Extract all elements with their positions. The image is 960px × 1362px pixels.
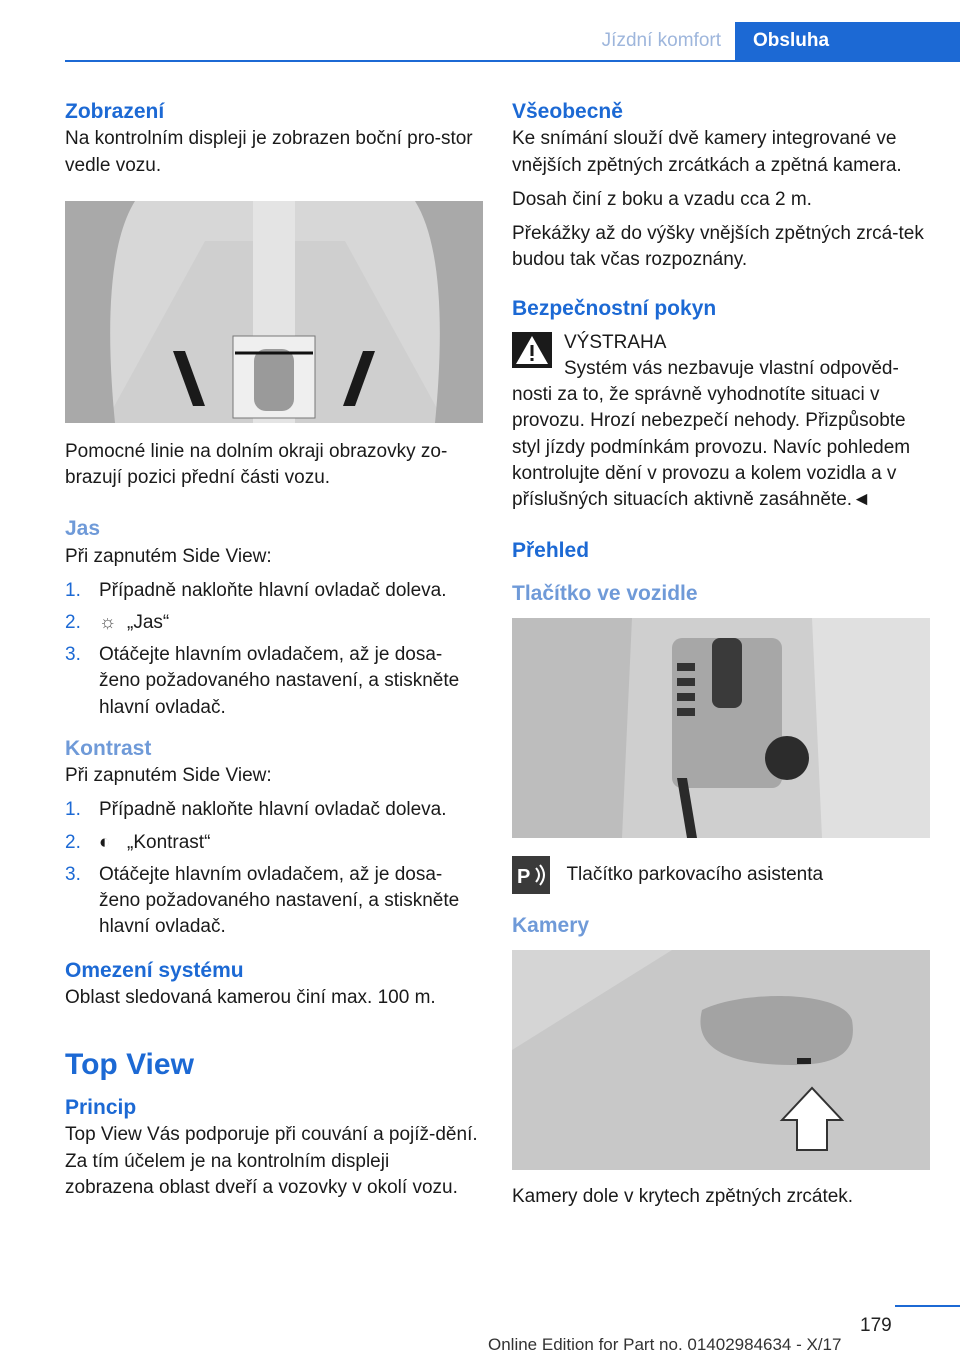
kontrast-heading: Kontrast	[65, 736, 152, 760]
side-view-caption: Pomocné linie na dolním okraji obrazovky zo-brazují pozici přední části vozu.	[65, 440, 448, 488]
side-view-figure	[65, 201, 483, 423]
list-item: 1. Případně nakloňte hlavní ovladač doleva.	[65, 799, 447, 821]
contrast-icon: ◐	[99, 831, 111, 853]
kamery-heading: Kamery	[512, 914, 590, 937]
kontrast-steps	[65, 797, 483, 940]
svg-text:P: P	[517, 866, 531, 888]
jas-intro: Při zapnutém Side View:	[65, 545, 272, 567]
omezeni-text: Oblast sledovaná kamerou činí max. 100 m.	[65, 986, 436, 1008]
footer-rule	[895, 1305, 960, 1307]
vseobecne-heading: Všeobecně	[512, 100, 623, 123]
list-item: 1. Případně nakloňte hlavní ovladač doleva.	[65, 579, 447, 601]
header-section-tab: Jízdní komfort	[601, 30, 721, 51]
right-column	[512, 98, 930, 1211]
mirror-illustration	[512, 950, 930, 1170]
header-rule	[65, 60, 960, 62]
sun-icon: ☼	[99, 612, 117, 633]
warning-triangle-icon	[512, 332, 552, 368]
side-view-illustration	[65, 201, 483, 423]
footer-edition: Online Edition for Part no. 01402984634 - X/17	[488, 1335, 842, 1354]
vseobecne-p2: Dosah činí z boku a vzadu cca 2 m.	[512, 188, 812, 210]
park-button-caption: Tlačítko parkovacího asistenta	[566, 864, 824, 885]
left-column	[65, 98, 483, 1201]
topview-heading: Top View	[65, 1048, 194, 1082]
console-figure	[512, 618, 930, 838]
zobrazeni-text: Na kontrolním displeji je zobrazen boční pro-stor vedle vozu.	[65, 128, 473, 176]
warning-text: Systém vás nezbavuje vlastní odpověd-nosti za to, že správně vyhodnotíte situaci v provozu. Hrozí nebezpečí nehody. Přizpůsobte styl jízdy podmínkám provozu. Navíc pohledem kontrolujte dění v provozu a kolem vozidla a v příslušných situacích aktivně zasáhněte.◄	[512, 358, 911, 511]
mirror-caption: Kamery dole v krytech zpětných zrcátek.	[512, 1186, 854, 1208]
header-chapter-tab: Obsluha	[735, 22, 960, 60]
princip-heading: Princip	[65, 1096, 137, 1120]
console-illustration	[512, 618, 930, 838]
kontrast-intro: Při zapnutém Side View:	[65, 765, 272, 787]
warning-block	[512, 330, 930, 514]
park-button-legend	[512, 856, 930, 894]
list-item: 2. ☼ „Jas“	[65, 610, 483, 636]
list-item: 2. ◐ „Kontrast“	[65, 830, 483, 856]
vseobecne-p3: Překážky až do výšky vnějších zpětných zrcá-tek budou tak včas rozpoznány.	[512, 223, 924, 271]
vseobecne-p1: Ke snímání slouží dvě kamery integrované ve vnějších zpětných zrcátkách a zpětná kamera.	[512, 128, 902, 176]
list-item: 3. Otáčejte hlavním ovladačem, až je dosa-ženo požadovaného nastavení, a stiskněte hlavní ovladač.	[65, 863, 460, 938]
tlacitko-heading: Tlačítko ve vozidle	[512, 581, 698, 605]
mirror-figure	[512, 950, 930, 1170]
jas-steps	[65, 578, 483, 721]
prehled-heading: Přehled	[512, 539, 590, 563]
zobrazeni-heading: Zobrazení	[65, 100, 165, 123]
omezeni-heading: Omezení systému	[65, 958, 244, 982]
park-assist-icon	[512, 856, 550, 894]
bezpecnost-heading: Bezpečnostní pokyn	[512, 297, 717, 321]
page-number: 179	[860, 1315, 892, 1336]
jas-heading: Jas	[65, 517, 101, 541]
list-item: 3. Otáčejte hlavním ovladačem, až je dosa-ženo požadovaného nastavení, a stiskněte hlavní ovladač.	[65, 644, 460, 718]
princip-text: Top View Vás podporuje při couvání a pojíž-dění. Za tím účelem je na kontrolním displeji zobrazena oblast dveří a vozovky v okolí vozu.	[65, 1124, 478, 1198]
warning-label: VÝSTRAHA	[564, 331, 667, 353]
